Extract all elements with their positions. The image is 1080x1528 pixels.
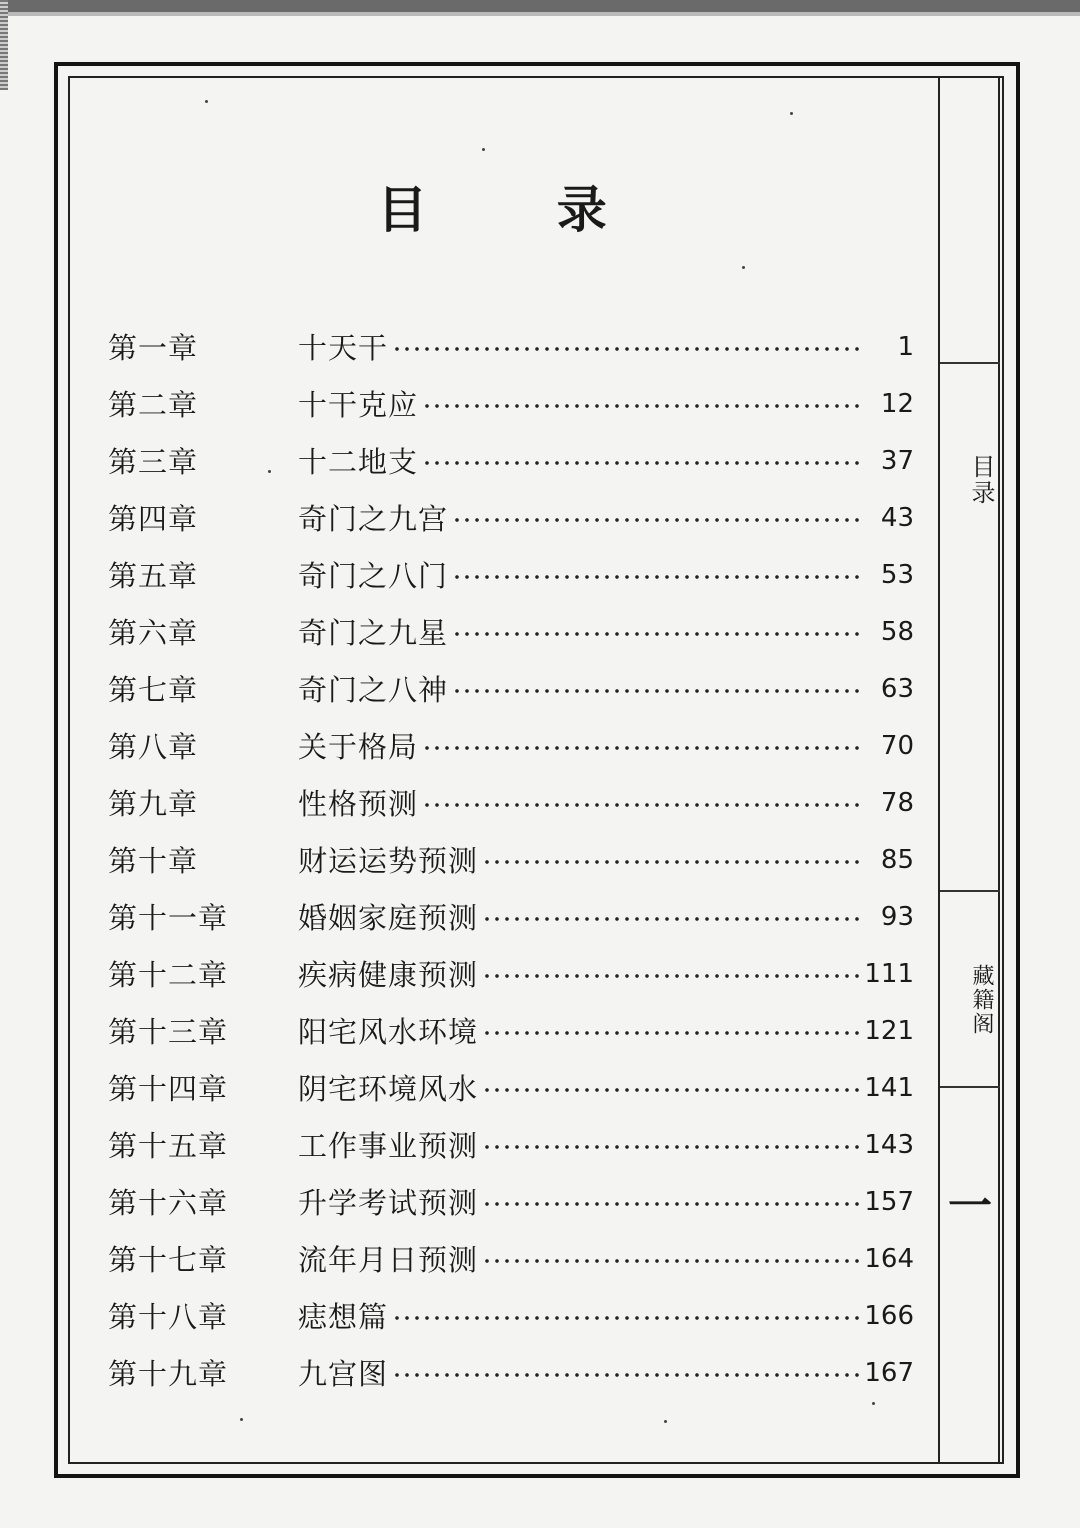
margin-separator [940, 1086, 1000, 1088]
toc-row [108, 375, 914, 432]
toc-chapter-label: 第二章 [108, 388, 199, 422]
toc-page-number: 164 [864, 1243, 914, 1274]
toc-leader-dots [422, 404, 860, 408]
toc-page-number: 111 [864, 958, 914, 989]
toc-chapter-label: 第十四章 [108, 1072, 229, 1106]
toc-page-number: 53 [880, 559, 914, 590]
toc-topic: 阳宅风水环境 [298, 1015, 479, 1049]
toc-row [108, 1002, 914, 1059]
toc-leader-dots [452, 518, 860, 522]
toc-topic: 工作事业预测 [298, 1129, 479, 1163]
toc-topic: 财运运势预测 [298, 844, 479, 878]
toc-page-number: 58 [880, 616, 914, 647]
toc-leader-dots [422, 461, 860, 465]
toc-row [108, 1173, 914, 1230]
toc-topic: 关于格局 [298, 730, 419, 764]
toc-leader-dots [392, 347, 860, 351]
margin-publisher-label: 藏籍阁 [969, 964, 994, 1036]
margin-column-left-rule [938, 78, 940, 1462]
toc-page-number: 167 [864, 1357, 914, 1388]
toc-page-number: 143 [864, 1129, 914, 1160]
scan-top-edge [0, 0, 1080, 12]
toc-row [108, 1344, 914, 1401]
toc-chapter-label: 第十八章 [108, 1300, 229, 1334]
toc-leader-dots [422, 746, 860, 750]
toc-row [108, 1287, 914, 1344]
scan-speck [268, 470, 271, 473]
toc-row [108, 546, 914, 603]
scan-speck [482, 148, 485, 151]
scan-speck [790, 112, 793, 115]
toc-row [108, 888, 914, 945]
toc-row [108, 1116, 914, 1173]
toc-row [108, 717, 914, 774]
toc-leader-dots [482, 860, 860, 864]
toc-page-number: 37 [880, 445, 914, 476]
toc-chapter-label: 第十章 [108, 844, 199, 878]
toc-page-number: 166 [864, 1300, 914, 1331]
toc-topic: 九宫图 [298, 1357, 389, 1391]
toc-chapter-label: 第五章 [108, 559, 199, 593]
toc-row [108, 432, 914, 489]
toc-topic: 奇门之九宫 [298, 502, 449, 536]
toc-topic: 升学考试预测 [298, 1186, 479, 1220]
toc-chapter-label: 第六章 [108, 616, 199, 650]
toc-row [108, 603, 914, 660]
toc-topic: 痣想篇 [298, 1300, 389, 1334]
toc-page-number: 141 [864, 1072, 914, 1103]
toc-topic: 性格预测 [298, 787, 419, 821]
toc-leader-dots [452, 632, 860, 636]
toc-leader-dots [482, 974, 860, 978]
toc-topic: 奇门之八门 [298, 559, 449, 593]
toc-topic: 婚姻家庭预测 [298, 901, 479, 935]
toc-chapter-label: 第十一章 [108, 901, 229, 935]
toc-topic: 奇门之八神 [298, 673, 449, 707]
margin-column-right-rule [998, 78, 1000, 1462]
toc-chapter-label: 第十七章 [108, 1243, 229, 1277]
scan-speck [205, 100, 208, 103]
margin-section-label: 目录 [967, 454, 995, 506]
toc-chapter-label: 第十五章 [108, 1129, 229, 1163]
toc-topic: 疾病健康预测 [298, 958, 479, 992]
scan-left-edge [0, 0, 8, 90]
toc-topic: 十二地支 [298, 445, 419, 479]
toc-leader-dots [392, 1316, 860, 1320]
toc-leader-dots [392, 1373, 860, 1377]
toc-leader-dots [482, 1145, 860, 1149]
toc-topic: 奇门之九星 [298, 616, 449, 650]
table-of-contents [108, 318, 914, 1401]
toc-row [108, 318, 914, 375]
toc-leader-dots [482, 1202, 860, 1206]
toc-leader-dots [482, 1088, 860, 1092]
toc-leader-dots [482, 1259, 860, 1263]
toc-leader-dots [422, 803, 860, 807]
toc-row [108, 945, 914, 1002]
toc-topic: 十干克应 [298, 388, 419, 422]
margin-separator [940, 890, 1000, 892]
toc-row [108, 1059, 914, 1116]
toc-chapter-label: 第三章 [108, 445, 199, 479]
toc-chapter-label: 第一章 [108, 331, 199, 365]
toc-page-number: 63 [880, 673, 914, 704]
scan-speck [872, 1402, 875, 1405]
page-number: 一 [948, 1181, 992, 1232]
toc-row [108, 774, 914, 831]
toc-page-number: 121 [864, 1015, 914, 1046]
toc-page-number: 157 [864, 1186, 914, 1217]
toc-topic: 流年月日预测 [298, 1243, 479, 1277]
toc-chapter-label: 第七章 [108, 673, 199, 707]
toc-leader-dots [452, 689, 860, 693]
toc-page-number: 70 [880, 730, 914, 761]
toc-page-number: 85 [880, 844, 914, 875]
scan-top-shadow [0, 12, 1080, 16]
scan-speck [240, 1418, 243, 1421]
toc-leader-dots [482, 1031, 860, 1035]
toc-page-number: 43 [880, 502, 914, 533]
toc-chapter-label: 第九章 [108, 787, 199, 821]
toc-row [108, 660, 914, 717]
toc-leader-dots [452, 575, 860, 579]
toc-topic: 十天干 [298, 331, 389, 365]
toc-chapter-label: 第十九章 [108, 1357, 229, 1391]
toc-chapter-label: 第十二章 [108, 958, 229, 992]
toc-chapter-label: 第四章 [108, 502, 199, 536]
scan-speck [664, 1420, 667, 1423]
toc-row [108, 1230, 914, 1287]
toc-page-number: 12 [880, 388, 914, 419]
margin-separator [940, 362, 1000, 364]
toc-page-number: 1 [897, 331, 914, 362]
toc-row [108, 489, 914, 546]
toc-leader-dots [482, 917, 860, 921]
scan-speck [742, 266, 745, 269]
toc-page-number: 93 [880, 901, 914, 932]
page-title: 目 录 [377, 181, 663, 239]
toc-chapter-label: 第十六章 [108, 1186, 229, 1220]
toc-page-number: 78 [880, 787, 914, 818]
toc-topic: 阴宅环境风水 [298, 1072, 479, 1106]
toc-row [108, 831, 914, 888]
toc-chapter-label: 第十三章 [108, 1015, 229, 1049]
toc-chapter-label: 第八章 [108, 730, 199, 764]
